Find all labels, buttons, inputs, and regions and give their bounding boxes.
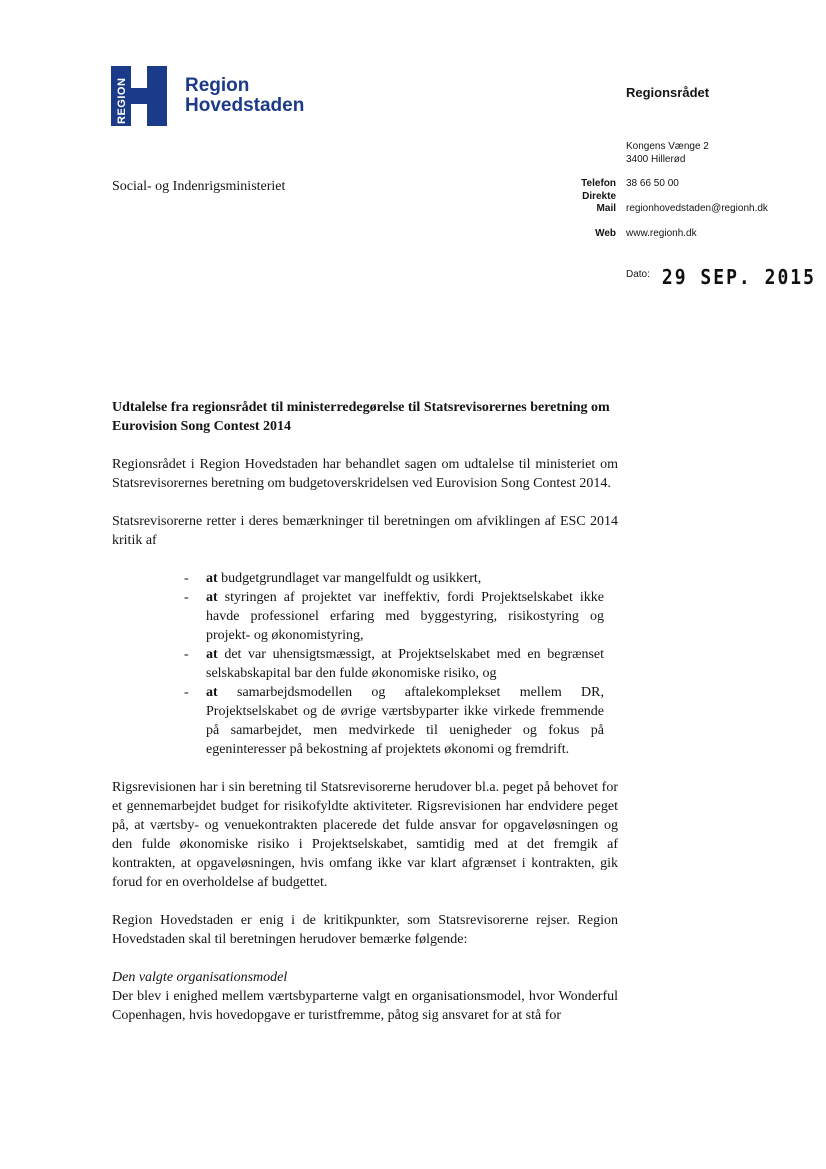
list-item-lead: at	[206, 685, 237, 700]
label-telefon: Telefon	[581, 178, 616, 189]
label-direkte: Direkte	[582, 190, 616, 202]
list-item	[184, 645, 604, 683]
dash-marker: -	[184, 590, 189, 605]
date-stamp: 29 SEP. 2015	[661, 265, 816, 290]
list-item-text: styringen af projektet var ineffektiv, fordi Projektselskabet ikke havde professionel erfaring med byggestyring, risikostyring og projekt- og økonomistyring,	[206, 590, 604, 643]
letter-title: Udtalelse fra regionsrådet til ministerredegørelse til Statsrevisorernes beretning om Eurovision Song Contest 2014	[112, 400, 610, 434]
list-item	[184, 569, 604, 588]
list-item-lead: at	[206, 647, 225, 662]
value-mail: regionhovedstaden@regionh.dk	[626, 203, 768, 214]
region-hovedstaden-logo	[111, 66, 305, 126]
sender-address	[626, 140, 709, 166]
logo-line-2: Hovedstaden	[185, 95, 305, 116]
letter-body	[112, 398, 618, 1044]
paragraph-1: Regionsrådet i Region Hovedstaden har behandlet sagen om udtalelse til ministeriet om Statsrevisorernes beretning om budgetoverskridelsen ved Eurovision Song Contest 2014.	[112, 457, 618, 491]
section-subheading: Den valgte organisationsmodel	[112, 970, 288, 985]
org-unit-name: Regionsrådet	[626, 85, 710, 100]
date-label: Dato:	[626, 269, 650, 280]
logo-wordmark	[185, 76, 304, 116]
value-web: www.regionh.dk	[626, 227, 697, 239]
dash-marker: -	[184, 647, 189, 662]
label-web: Web	[595, 227, 616, 239]
dash-marker: -	[184, 685, 189, 700]
paragraph-2: Statsrevisorerne retter i deres bemærkninger til beretningen om afviklingen af ESC 2014 kritik af	[112, 514, 618, 548]
list-item	[184, 588, 604, 645]
value-direkte	[626, 191, 768, 204]
date-row	[626, 267, 816, 288]
address-street: Kongens Vænge 2	[626, 141, 709, 152]
region-logo-h-icon	[111, 66, 167, 126]
list-item	[184, 683, 604, 759]
logo-vertical-text: REGION	[116, 77, 128, 124]
contact-values	[626, 178, 768, 240]
list-item-lead: at	[206, 590, 225, 605]
list-item-text: det var uhensigtsmæssigt, at Projektselskabet med en begrænset selskabskapital bar den fulde økonomiske risiko, og	[206, 647, 605, 681]
list-item-lead: at	[206, 571, 222, 586]
value-telefon: 38 66 50 00	[626, 178, 679, 189]
criticism-list	[112, 569, 604, 759]
paragraph-4: Region Hovedstaden er enig i de kritikpunkter, som Statsrevisorerne rejser. Region Hovedstaden skal til beretningen herudover bemærke følgende:	[112, 913, 618, 947]
list-item-text: budgetgrundlaget var mangelfuldt og usikkert,	[221, 571, 482, 586]
label-mail: Mail	[596, 203, 616, 214]
logo-line-1: Region	[185, 75, 250, 96]
paragraph-3: Rigsrevisionen har i sin beretning til Statsrevisorerne herudover bl.a. peget på behovet for et gennemarbejdet budget for risikofyldte aktiviteter. Rigsrevisionen har endvidere peget på, at værtsby- og venuekontrakten placerede det fulde ansvar for opgaveløsningen og den fulde økonomiske risiko i Projektselskabet, samtidig med at det fremgik af kontrakten, at opgaveløsningen, hvis omfang ikke var klart afgrænset i kontrakten, gik forud for en overholdelse af budgettet.	[112, 780, 618, 890]
address-city: 3400 Hillerød	[626, 154, 686, 165]
dash-marker: -	[184, 571, 189, 586]
recipient: Social- og Indenrigsministeriet	[112, 179, 286, 194]
contact-labels	[560, 178, 616, 240]
paragraph-5: Der blev i enighed mellem værtsbyparterne valgt en organisationsmodel, hvor Wonderful Copenhagen, hvis hovedopgave er turistfremme, påtog sig ansvaret for at stå for	[112, 989, 618, 1023]
list-item-text: samarbejdsmodellen og aftalekomplekset mellem DR, Projektselskabet og de øvrige værtsbyparter ikke virkede fremmende på samarbejdet, men medvirkede til uenigheder og fokus på egeninteresser på bekostning af projektets økonomi og fremdrift.	[206, 685, 604, 757]
